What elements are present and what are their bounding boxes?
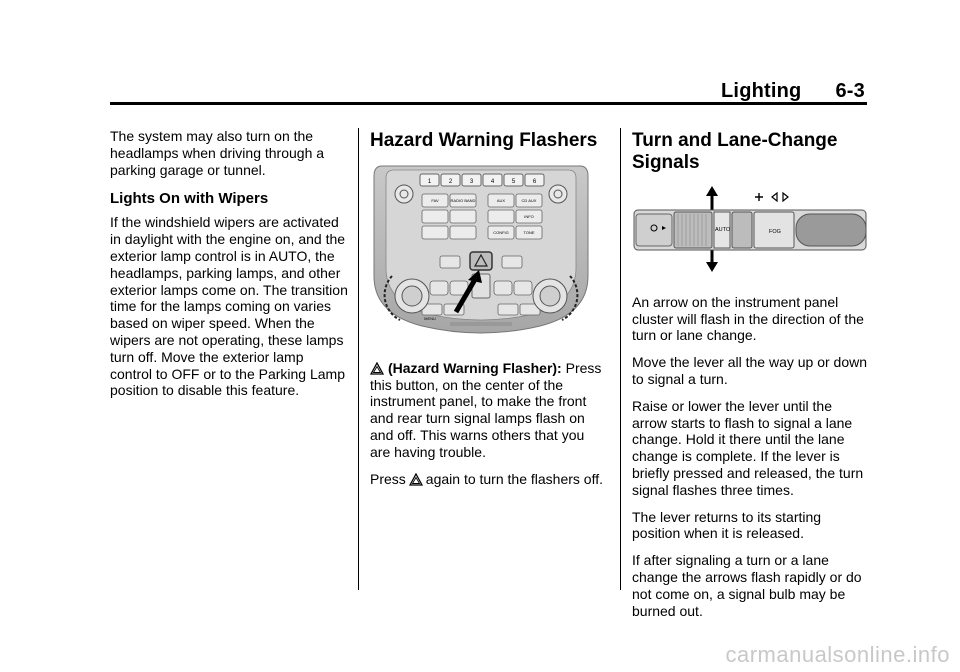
preset-label: 2 (448, 179, 453, 185)
section-heading: Hazard Warning Flashers (370, 130, 598, 151)
button-label: INFO (524, 214, 534, 219)
button-label: FAV (431, 198, 439, 203)
paragraph: If the windshield wipers are activated in daylight with the engine on, and the exterior lamp control is in AUTO, the headlamps, parking lamps, and other exterior lamps come on. The transition time for the lamps coming on varies based on wiper speed. When the wipers are not operating, these lamps turn off. Move the exterior lamp control to OFF or to the Parking Lamp position to disable this feature. (110, 214, 348, 399)
preset-label: 6 (532, 179, 537, 185)
paragraph-text: Press this button, on the center of the instrument panel, to make the front and rear turn signal lamps flash on and off. This warns others that you are having trouble. (370, 359, 602, 460)
turn-signal-lever-figure (632, 184, 868, 280)
header-rule (110, 102, 867, 105)
button-label: RADIO BAND (450, 198, 476, 203)
paragraph: The lever returns to its starting position when it is released. (632, 508, 822, 542)
hazard-warning-icon (409, 473, 423, 486)
paragraph-text: again to turn the flashers off. (425, 470, 603, 487)
paragraph: Raise or lower the lever until the arrow starts to flash to signal a lane change. Hold it there until the lane change is complete. If the lever is briefly pressed and released, the turn signal flashes three times. (632, 397, 864, 498)
subheading: Lights On with Wipers (110, 190, 269, 208)
column-divider-1 (358, 128, 359, 590)
paragraph: The system may also turn on the headlamps when driving through a parking garage or tunnel. (110, 128, 325, 178)
preset-label: 1 (427, 179, 432, 185)
section-heading: Turn and Lane-Change Signals (632, 130, 838, 173)
page-number: 6-3 (835, 80, 865, 102)
turn-signal-lever-illustration (632, 184, 868, 276)
section-title: Lighting (721, 80, 802, 102)
paragraph (370, 471, 606, 488)
column-2 (370, 128, 606, 497)
column-3 (632, 128, 868, 629)
preset-label: 4 (490, 179, 495, 185)
preset-label: 5 (511, 179, 516, 185)
button-label: CD AUX (521, 198, 537, 203)
watermark: carmanualsonline.info (725, 642, 950, 667)
button-label: CONFIG (493, 230, 509, 235)
paragraph: An arrow on the instrument panel cluster will flash in the direction of the turn or lane change. (632, 293, 864, 344)
column-1 (110, 128, 348, 409)
hazard-button-figure (370, 164, 606, 346)
page-header (721, 80, 865, 103)
hazard-warning-icon (370, 362, 384, 375)
lever-label: AUTO (715, 227, 731, 233)
paragraph (370, 360, 606, 461)
term-label: (Hazard Warning Flasher): (388, 359, 562, 376)
paragraph: If after signaling a turn or a lane change the arrows flash rapidly or do not come on, a signal bulb may be burned out. (632, 552, 862, 619)
button-label: TONE (523, 230, 535, 235)
paragraph: Move the lever all the way up or down to signal a turn. (632, 354, 868, 387)
preset-label: 3 (469, 179, 474, 185)
button-label: MENU (424, 316, 436, 321)
button-label: AUX (496, 198, 506, 203)
center-console-illustration (370, 164, 592, 342)
lever-label: FOG (769, 229, 781, 235)
paragraph-text: Press (370, 470, 406, 487)
column-divider-2 (620, 128, 621, 590)
